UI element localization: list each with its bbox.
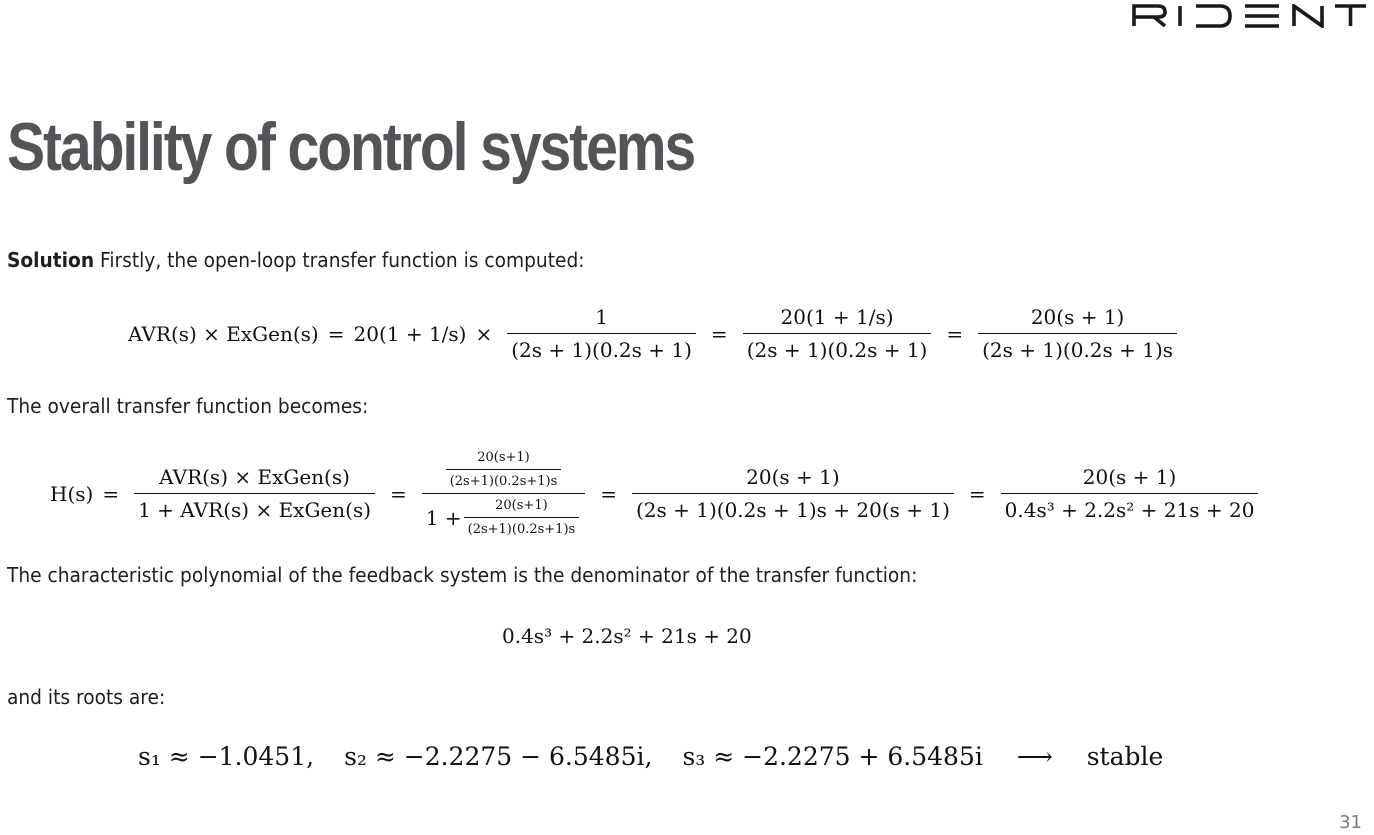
open-loop-lhs: AVR(s) × ExGen(s) — [128, 321, 319, 346]
stability-verdict: stable — [1086, 742, 1164, 771]
closed-loop-fraction-2: $\frac{20(s+1)}{(2s+1)(0.2s+1)s}$ 1 + $\frac{20(s+1)}{(2s+1)(0.2s+1)s}$ — [422, 450, 585, 537]
closed-loop-equation: H(s) = $\frac{\text{AVR(s) × ExGen(s)}}{\text{1 + AVR(s) × ExGen(s)}}$ = $\frac{20(s+1)}{(2s+1)(0.2s+1)s}$ 1 + $\frac{20(s+1)}{(2s+1)(0.2s+1)s}$ = $\frac{20(s + 1)}{(2s + 1)(0.2s + 1)s + 20(s + 1)}$ = $\frac{20(s + 1)}{\text{0.4s³ + 2.2s² + 21s + 20}}$ — [50, 450, 1264, 537]
roots-equation — [138, 742, 1163, 771]
open-loop-term: 20(1 + 1/s) — [353, 321, 467, 346]
open-loop-fraction-1: $\frac{1}{(2s + 1)(0.2s + 1)}$ — [507, 305, 696, 362]
intro-text: Firstly, the open-loop transfer function is computed: — [100, 248, 585, 272]
closed-loop-fraction-3: $\frac{20(s + 1)}{(2s + 1)(0.2s + 1)s + 20(s + 1)}$ — [632, 465, 954, 522]
slide-title: Stability of control systems — [7, 109, 695, 185]
closed-loop-fraction-1: $\frac{\text{AVR(s) × ExGen(s)}}{\text{1 + AVR(s) × ExGen(s)}}$ — [134, 465, 375, 522]
root-s1: s₁ ≈ −1.0451, — [138, 742, 315, 771]
nested-denominator-fraction: $\frac{20(s+1)}{(2s+1)(0.2s+1)s}$ — [464, 498, 580, 537]
page-number: 31 — [1339, 812, 1362, 833]
arrow-icon: ⟶ — [1016, 742, 1053, 771]
nested-numerator-fraction: $\frac{20(s+1)}{(2s+1)(0.2s+1)s}$ — [446, 450, 562, 489]
rident-logo — [1132, 4, 1368, 28]
open-loop-fraction-3: $\frac{20(s + 1)}{(2s + 1)(0.2s + 1)s}$ — [978, 305, 1177, 362]
solution-label: Solution — [7, 248, 95, 272]
closed-loop-fraction-4: $\frac{20(s + 1)}{\text{0.4s³ + 2.2s² + 21s + 20}}$ — [1001, 465, 1259, 522]
characteristic-polynomial-text: The characteristic polynomial of the feedback system is the denominator of the transfer function: — [7, 563, 918, 587]
root-s3: s₃ ≈ −2.2275 + 6.5485i — [682, 742, 983, 771]
open-loop-fraction-2: $\frac{20(1 + 1/s)}{(2s + 1)(0.2s + 1)}$ — [743, 305, 932, 362]
closed-loop-lhs: H(s) — [50, 481, 94, 506]
solution-paragraph — [7, 248, 585, 272]
characteristic-polynomial: 0.4s³ + 2.2s² + 21s + 20 — [502, 624, 752, 648]
overall-text: The overall transfer function becomes: — [7, 394, 369, 418]
open-loop-equation: AVR(s) × ExGen(s) = 20(1 + 1/s) × $\frac{1}{(2s + 1)(0.2s + 1)}$ = $\frac{20(1 + 1/s)}{(2s + 1)(0.2s + 1)}$ = $\frac{20(s + 1)}{(2s + 1)(0.2s + 1)s}$ — [128, 305, 1183, 362]
roots-text: and its roots are: — [7, 685, 166, 709]
root-s2: s₂ ≈ −2.2275 − 6.5485i, — [344, 742, 653, 771]
